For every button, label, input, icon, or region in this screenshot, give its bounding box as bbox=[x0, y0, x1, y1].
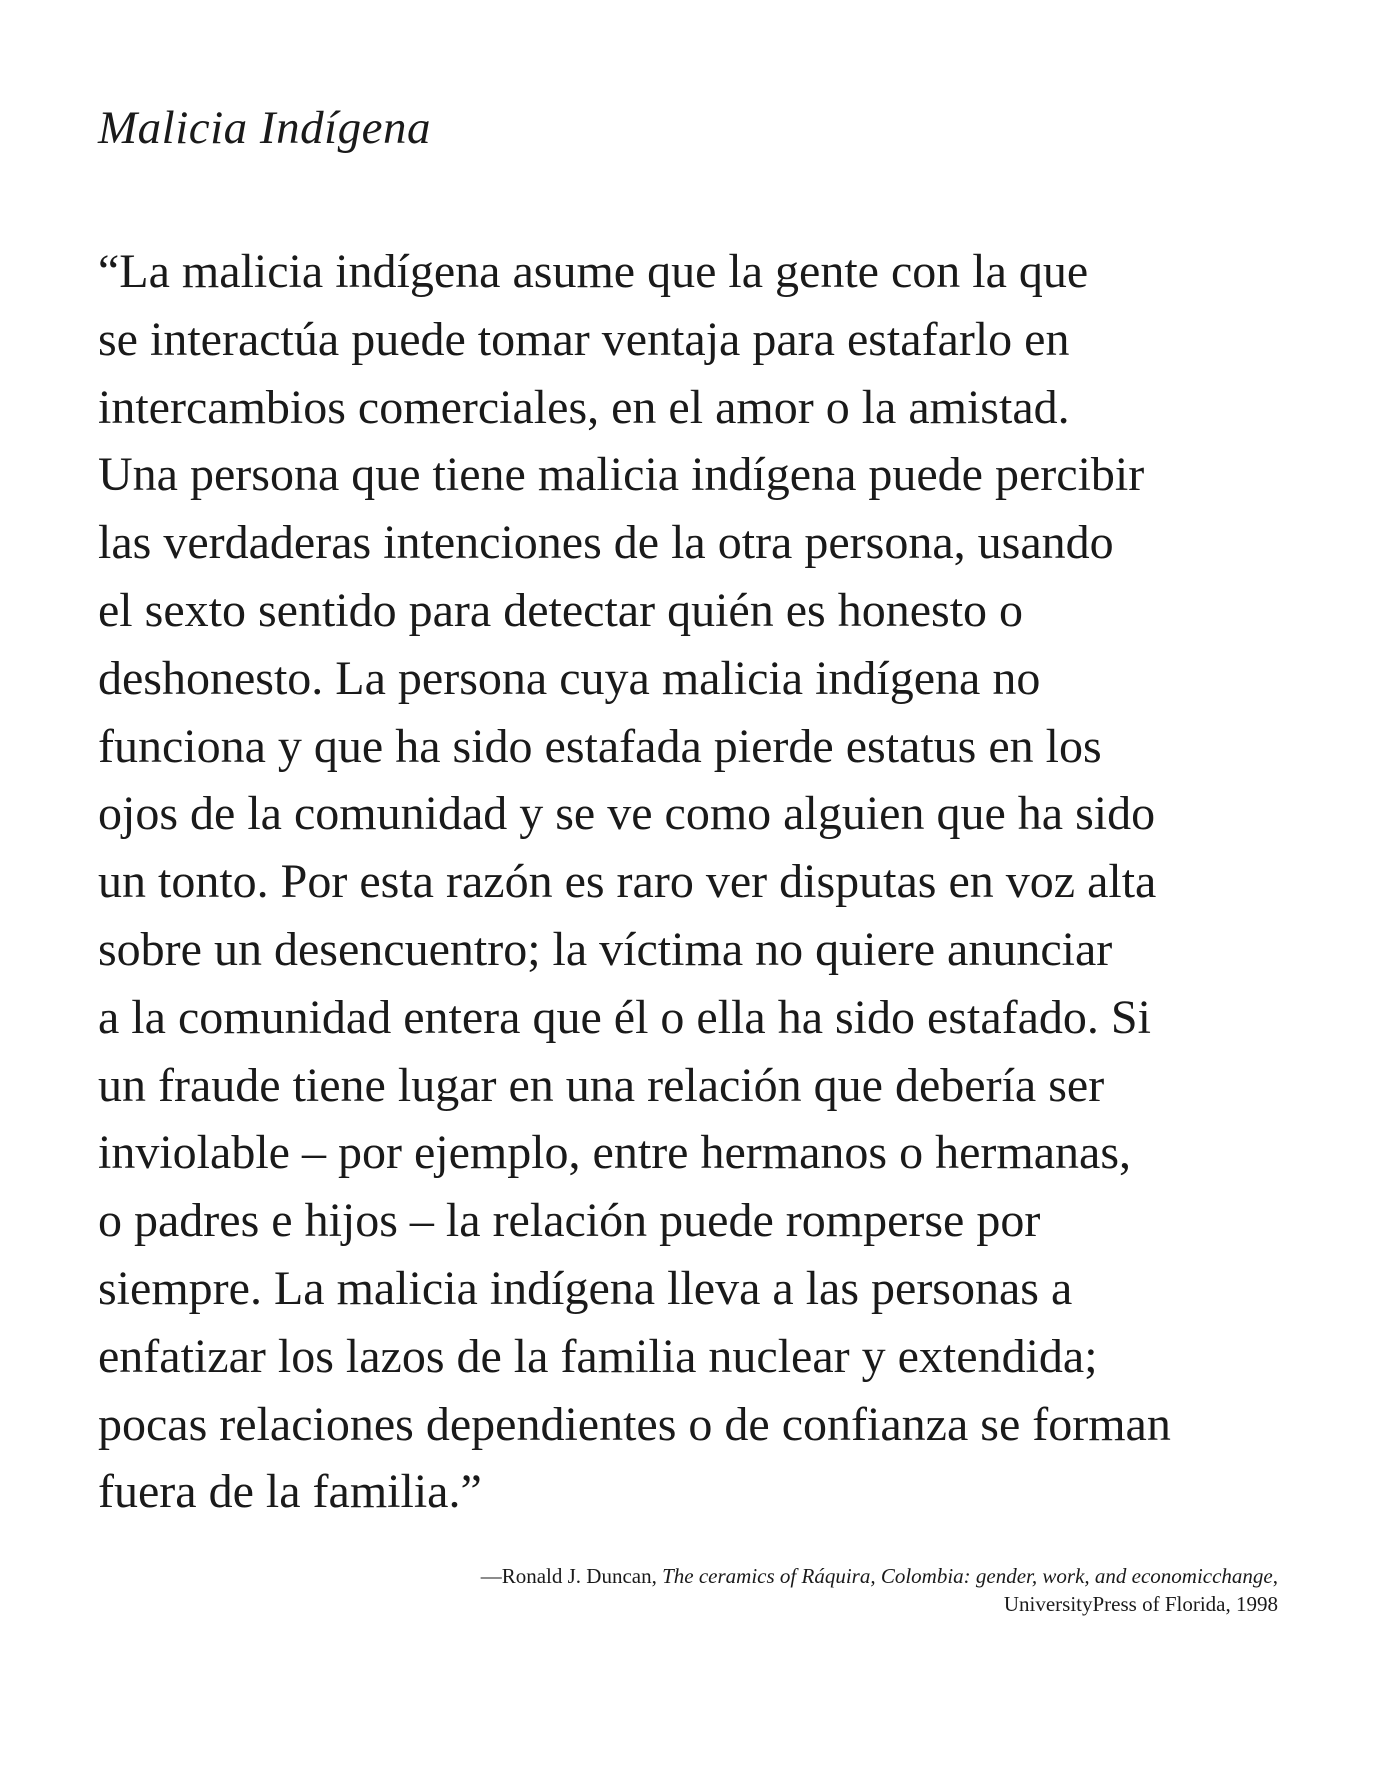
citation bbox=[481, 1562, 1278, 1618]
quote-line: intercambios comerciales, en el amor o la amistad. bbox=[98, 380, 1070, 434]
quote-line: funciona y que ha sido estafada pierde estatus en los bbox=[98, 719, 1102, 773]
quote-line: deshonesto. La persona cuya malicia indígena no bbox=[98, 651, 1041, 705]
quote-line: Una persona que tiene malicia indígena puede percibir bbox=[98, 448, 1145, 502]
quote-line: o padres e hijos – la relación puede romperse por bbox=[98, 1194, 1041, 1248]
quote-line: ojos de la comunidad y se ve como alguien que ha sido bbox=[98, 787, 1156, 841]
citation-publisher: UniversityPress of Florida, 1998 bbox=[1003, 1592, 1278, 1616]
quote-line: enfatizar los lazos de la familia nuclear y extendida; bbox=[98, 1329, 1098, 1383]
page-title: Malicia Indígena bbox=[98, 102, 432, 154]
quote-line: un fraude tiene lugar en una relación que debería ser bbox=[98, 1058, 1105, 1112]
quote-line: sobre un desencuentro; la víctima no quiere anunciar bbox=[98, 922, 1113, 976]
quote-line: siempre. La malicia indígena lleva a las personas a bbox=[98, 1261, 1073, 1315]
quote-line: se interactúa puede tomar ventaja para estafarlo en bbox=[98, 312, 1070, 366]
quote-block bbox=[98, 238, 1298, 1526]
quote-line: fuera de la familia.” bbox=[98, 1465, 482, 1519]
quote-line: a la comunidad entera que él o ella ha sido estafado. Si bbox=[98, 990, 1151, 1044]
quote-line: pocas relaciones dependientes o de confianza se forman bbox=[98, 1397, 1171, 1451]
quote-line: el sexto sentido para detectar quién es honesto o bbox=[98, 583, 1024, 637]
citation-separator: , bbox=[1272, 1564, 1278, 1588]
quote-line: “La malicia indígena asume que la gente con la que bbox=[98, 245, 1089, 298]
quote-line: un tonto. Por esta razón es raro ver disputas en voz alta bbox=[98, 855, 1157, 909]
citation-work-title: The ceramics of Ráquira, Colombia: gender, work, and economicchange bbox=[662, 1564, 1273, 1588]
citation-line-1 bbox=[481, 1562, 1278, 1590]
quote-line: las verdaderas intenciones de la otra persona, usando bbox=[98, 516, 1114, 570]
quote-line: inviolable – por ejemplo, entre hermanos o hermanas, bbox=[98, 1126, 1132, 1180]
citation-author: —Ronald J. Duncan, bbox=[480, 1564, 663, 1588]
